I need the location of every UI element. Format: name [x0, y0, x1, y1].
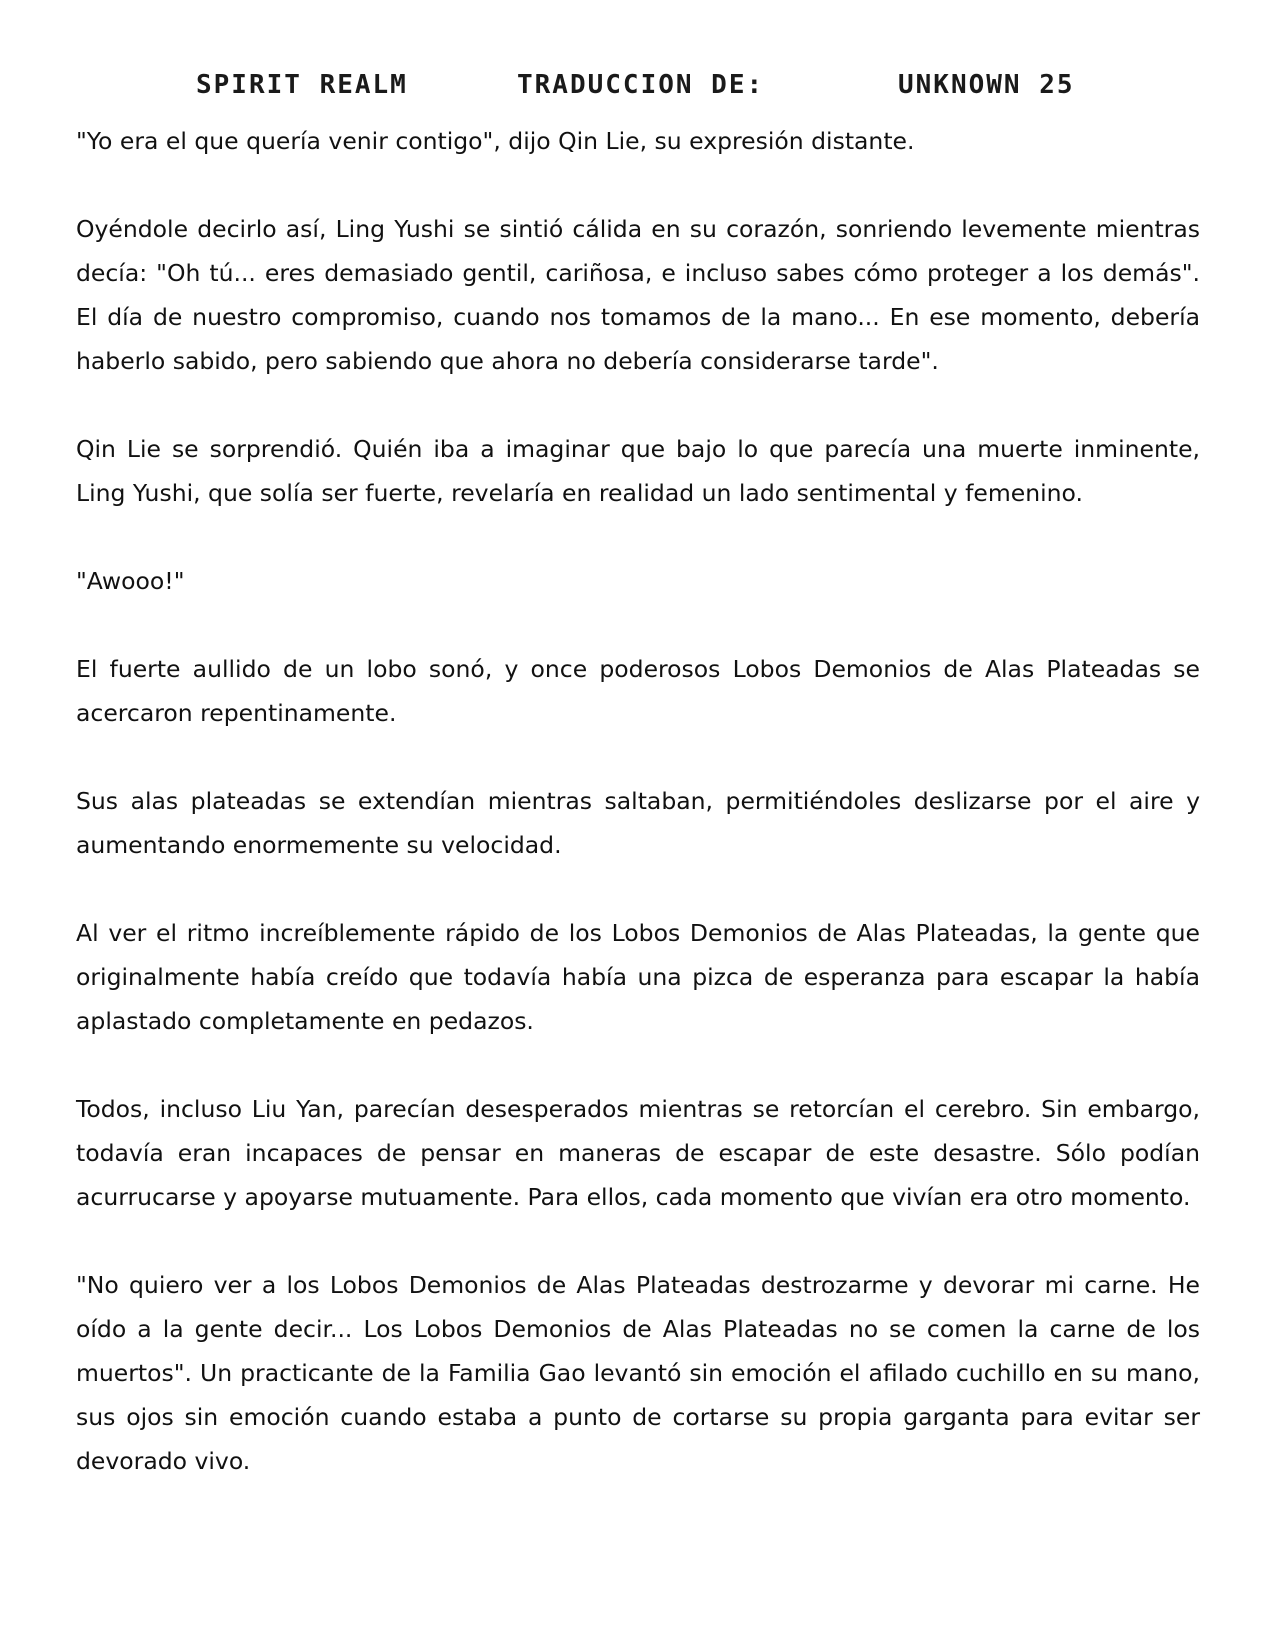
paragraph: "No quiero ver a los Lobos Demonios de Alas Plateadas destrozarme y devorar mi carne. He oído a la gente decir... Los Lobos Demonios de Alas Plateadas no se comen la carne de los muertos". Un practicante de la Familia Gao levantó sin emoción el afilado cuchillo en su mano, sus ojos sin emoción cuando estaba a punto de cortarse su propia garganta para evitar ser devorado vivo.	[76, 1271, 1200, 1475]
paragraph: "Awooo!"	[76, 567, 185, 595]
paragraph: Sus alas plateadas se extendían mientras saltaban, permitiéndoles deslizarse por el aire y aumentando enormemente su velocidad.	[76, 787, 1200, 859]
paragraph: Todos, incluso Liu Yan, parecían desesperados mientras se retorcían el cerebro. Sin embargo, todavía eran incapaces de pensar en maneras de escapar de este desastre. Sólo podían acurrucarse y apoyarse mutuamente. Para ellos, cada momento que vivían era otro momento.	[76, 1095, 1200, 1211]
page-header	[0, 70, 1275, 110]
paragraph: Oyéndole decirlo así, Ling Yushi se sintió cálida en su corazón, sonriendo levemente mientras decía: "Oh tú... eres demasiado gentil, cariñosa, e incluso sabes cómo proteger a los demás". El día de nuestro compromiso, cuando nos tomamos de la mano... En ese momento, debería haberlo sabido, pero sabiendo que ahora no debería considerarse tarde".	[76, 215, 1200, 375]
header-translation-label: TRADUCCION DE:	[517, 70, 765, 100]
document-body	[76, 119, 1200, 1527]
header-translator: UNKNOWN 25	[898, 70, 1075, 100]
paragraph: Qin Lie se sorprendió. Quién iba a imaginar que bajo lo que parecía una muerte inminente, Ling Yushi, que solía ser fuerte, revelaría en realidad un lado sentimental y femenino.	[76, 435, 1200, 507]
paragraph: Al ver el ritmo increíblemente rápido de los Lobos Demonios de Alas Plateadas, la gente que originalmente había creído que todavía había una pizca de esperanza para escapar la había aplastado completamente en pedazos.	[76, 919, 1200, 1035]
header-title: SPIRIT REALM	[196, 70, 408, 100]
paragraph: "Yo era el que quería venir contigo", dijo Qin Lie, su expresión distante.	[76, 127, 915, 155]
paragraph: El fuerte aullido de un lobo sonó, y once poderosos Lobos Demonios de Alas Plateadas se acercaron repentinamente.	[76, 655, 1200, 727]
